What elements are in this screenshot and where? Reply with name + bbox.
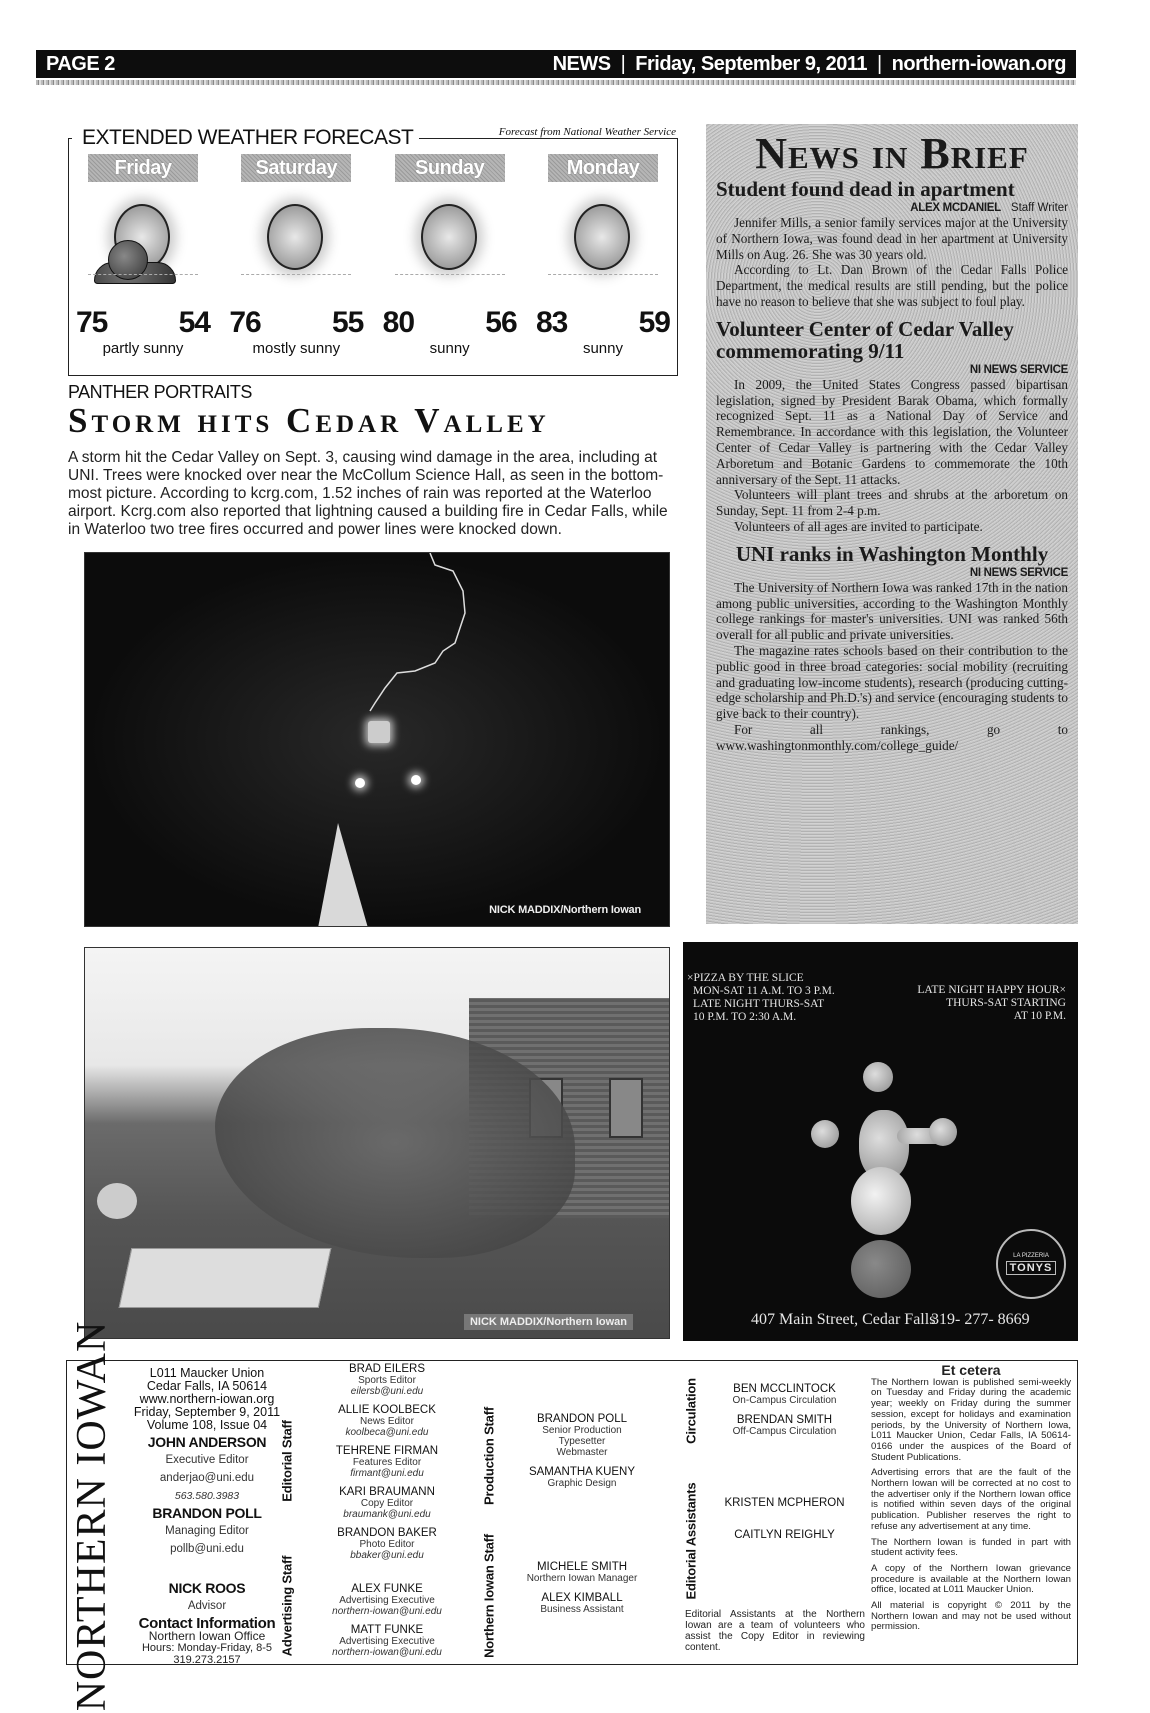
separator: | bbox=[620, 52, 626, 75]
email-link[interactable]: anderjao@uni.edu bbox=[159, 1472, 255, 1484]
label-circulation: Circulation bbox=[683, 1378, 699, 1444]
weather-days bbox=[76, 154, 670, 357]
day-label: Friday bbox=[88, 154, 198, 182]
editorial-assistants-note: Editorial Assistants at the Northern Iowan are a team of volunteers who assist the Copy Editor in reviewing content. bbox=[685, 1609, 865, 1653]
high-temp: 76 bbox=[229, 306, 261, 339]
story-headline: Volunteer Center of Cedar Valley commemorating 9/11 bbox=[716, 316, 1014, 363]
weather-title: EXTENDED WEATHER FORECAST bbox=[72, 126, 419, 150]
story-paragraph: Volunteers of all ages are invited to participate. bbox=[734, 518, 983, 534]
staff-entry: ALLIE KOOLBECK News Editor koolbeca@uni.edu bbox=[338, 1404, 436, 1438]
weather-day-sunday bbox=[383, 154, 517, 357]
staff-entry: ALEX FUNKE Advertising Executive northern-iowan@uni.edu bbox=[332, 1583, 442, 1617]
lamp-light bbox=[355, 778, 365, 788]
editorial-staff-list bbox=[307, 1363, 467, 1658]
condition: sunny bbox=[429, 340, 470, 357]
partly-sunny-icon bbox=[88, 190, 198, 300]
email-link[interactable]: pollb@uni.edu bbox=[170, 1543, 244, 1555]
nib-title: News in Brief bbox=[755, 129, 1029, 178]
fallen-tree-photo bbox=[84, 947, 670, 1339]
story-paragraph: Jennifer Mills, a senior family services major at the University of Northern Iowa, was found dead in her apartment at University Mills on Aug. 26. She was 30 years old. bbox=[716, 215, 1068, 262]
story-headline: Student found dead in apartment bbox=[716, 177, 1015, 201]
condition: partly sunny bbox=[102, 340, 184, 357]
circulation-list bbox=[707, 1383, 862, 1541]
weather-day-saturday bbox=[229, 154, 363, 357]
storm-article bbox=[68, 382, 678, 539]
ad-hours-right: LATE NIGHT HAPPY HOUR× THURS-SAT STARTING AT 10 P.M. bbox=[917, 984, 1066, 1022]
low-temp: 54 bbox=[178, 306, 210, 339]
header-meta bbox=[553, 53, 1066, 76]
separator: | bbox=[876, 52, 882, 75]
condition: sunny bbox=[582, 340, 623, 357]
story-paragraph: The University of Northern Iowa was ranked 17th in the nation among public universities, according to the Washington Monthly college rankings for master's universities. UNI was ranked 56th overall for all public and private universities. bbox=[716, 579, 1068, 643]
condition: mostly sunny bbox=[252, 340, 341, 357]
section-name: NEWS bbox=[552, 52, 611, 75]
story-paragraph: Volunteers will plant trees and shrubs at the arboretum on Sunday, Sept. 11 from 2-4 p.m. bbox=[716, 487, 1068, 519]
ad-hours-left: ×PIZZA BY THE SLICE MON-SAT 11 A.M. TO 3 P.M. LATE NIGHT THURS-SAT 10 P.M. TO 2:30 A.M. bbox=[687, 972, 835, 1023]
staff-entry: BRANDON POLL Senior Production Typesetter Webmaster bbox=[536, 1413, 628, 1458]
weather-forecast bbox=[68, 126, 678, 376]
staff-entry: BRAD EILERS Sports Editor eilersb@uni.edu bbox=[348, 1363, 426, 1397]
byline: ALEX MCDANIEL Staff Writer bbox=[910, 202, 1068, 214]
label-advertising-staff: Advertising Staff bbox=[279, 1555, 295, 1657]
staff-entry: MATT FUNKE Advertising Executive northern-iowan@uni.edu bbox=[332, 1624, 442, 1658]
story-paragraph: According to Lt. Dan Brown of the Cedar Falls Police Department, the medical results are still pending, but the police have no reason to believe that she was subject to foul play. bbox=[716, 262, 1068, 309]
masthead-title: NORTHERN IOWAN bbox=[69, 1320, 115, 1712]
label-production-staff: Production Staff bbox=[481, 1407, 497, 1505]
staff-entry: KARI BRAUMANN Copy Editor braumank@uni.edu bbox=[339, 1486, 435, 1520]
shrub bbox=[97, 1183, 137, 1219]
page-header-bar bbox=[36, 50, 1076, 78]
photo-credit: NICK MADDIX/Northern Iowan bbox=[464, 1314, 633, 1330]
story-paragraph: In 2009, the United States Congress passed bipartisan legislation, signed by President Barak Obama, which formally recognized Sept. 11 as a National Day of Service and Remembrance. In accordance with this legislation, the Volunteer Center of Cedar Valley is partnering with the Cedar Valley Arboretum and Botanic Gardens to commemorate the 10th anniversary of the Sept. 11 attacks. bbox=[716, 376, 1068, 487]
walkway bbox=[318, 823, 368, 927]
article-kicker: PANTHER PORTRAITS bbox=[68, 382, 252, 402]
label-editorial-staff: Editorial Staff bbox=[279, 1420, 295, 1502]
staff-entry: MICHELE SMITH Northern Iowan Manager bbox=[526, 1561, 638, 1584]
ad-phone: 319- 277- 8669 bbox=[931, 1311, 1030, 1328]
issue-date: Friday, September 9, 2011 bbox=[635, 52, 867, 75]
story-paragraph: The magazine rates schools based on their contribution to the public good in three broad categories: social mobility (recruiting and graduating low-income students), research (producing cutting-edge scholarship and Ph.D.'s) and service (encouraging students to give back to their country). bbox=[716, 642, 1068, 722]
et-cetera: Et cetera The Northern Iowan is published semi-weekly on Tuesday and Friday during the academic year; weekly on Friday during the summer session, except for holidays and examination periods, by the University of Northern Iowa, L011 Maucker Union, Cedar Falls, IA 50614-0166 under the auspices of the Board of Student Publications. Advertising errors that are the fault of the Northern Iowan will be corrected at no cost to the advertiser only if the Northern Iowan office is notified within seven days of the original publication. Publisher reserves the right to refuse any advertisement at any time. The Northern Iowan is funded in part with student activity fees. A copy of the Northern Iowan grievance procedure is available at the Northern Iowan office, located at L011 Maucker Union. All material is copyright © 2011 by the Northern Iowan and may not be used without permission. bbox=[871, 1362, 1071, 1633]
story-headline: UNI ranks in Washington Monthly bbox=[735, 541, 1049, 566]
page-number: PAGE 2 bbox=[46, 52, 115, 75]
lightning-photo bbox=[84, 552, 670, 927]
low-temp: 55 bbox=[331, 306, 364, 339]
stone-slab bbox=[119, 1248, 332, 1308]
site-url[interactable]: www.northern-iowan.org bbox=[139, 1392, 275, 1406]
staff-entry: BRENDAN SMITH Off-Campus Circulation bbox=[732, 1414, 837, 1437]
story-paragraph: For all rankings, go to www.washingtonmonthly.com/college_guide/ bbox=[716, 721, 1068, 753]
low-temp: 59 bbox=[638, 306, 670, 339]
article-body: A storm hit the Cedar Valley on Sept. 3, causing wind damage in the area, including at UNI. Trees were knocked over near the McCollum Science Hall, as seen in the bottom-most picture. According to kcrg.com, 1.52 inches of rain was reported at the Waterloo airport. Kcrg.com also reported that lightning caused a building fire in Cedar Falls, while in Waterloo two tree fires occurred and power lines were knocked down. bbox=[68, 449, 668, 538]
high-temp: 75 bbox=[76, 306, 108, 339]
byline: NI NEWS SERVICE bbox=[969, 566, 1068, 579]
low-temp: 56 bbox=[485, 306, 517, 339]
building-light bbox=[368, 721, 390, 743]
label-northern-iowan-staff: Northern Iowan Staff bbox=[481, 1534, 497, 1658]
weather-source: Forecast from National Weather Service bbox=[495, 126, 676, 138]
staff-entry: SAMANTHA KUENY Graphic Design bbox=[528, 1466, 636, 1489]
ad-address: 407 Main Street, Cedar Falls bbox=[751, 1311, 936, 1328]
staff-entry: ALEX KIMBALL Business Assistant bbox=[540, 1592, 624, 1615]
header-rule bbox=[36, 80, 1076, 85]
day-label: Saturday bbox=[241, 154, 351, 182]
weather-day-friday bbox=[76, 154, 210, 357]
label-editorial-assistants: Editorial Assistants bbox=[683, 1482, 699, 1600]
news-in-brief bbox=[706, 124, 1078, 924]
day-label: Sunday bbox=[395, 154, 505, 182]
staff-entry: BRANDON BAKER Photo Editor bbaker@uni.edu bbox=[337, 1527, 437, 1561]
staff-entry: BEN MCCLINTOCK On-Campus Circulation bbox=[732, 1383, 837, 1406]
production-staff-list bbox=[507, 1413, 657, 1615]
tonys-pizzeria-ad[interactable] bbox=[683, 942, 1078, 1341]
staff-entry: TEHRENE FIRMAN Features Editor firmant@uni.edu bbox=[335, 1445, 439, 1479]
masthead-info: L011 Maucker Union Cedar Falls, IA 50614 www.northern-iowan.org Friday, September 9, 2011 Volume 108, Issue 04 JOHN ANDERSON Executive Editor anderjao@uni.edu 563.580.3983 BRANDON POLL Managing Editor pollb@uni.edu NICK ROOS Advisor Contact Information Northern Iowan Office Hours: Monday-Friday, 8-5 319.273.2157 bbox=[117, 1367, 297, 1666]
et-cetera-heading: Et cetera bbox=[941, 1362, 1001, 1378]
photo-credit: NICK MADDIX/Northern Iowan bbox=[489, 904, 641, 916]
day-label: Monday bbox=[548, 154, 658, 182]
high-temp: 80 bbox=[382, 306, 415, 339]
high-temp: 83 bbox=[535, 306, 568, 339]
staff-entry: KRISTEN MCPHERON bbox=[724, 1497, 845, 1509]
staff-entry: CAITLYN REIGHLY bbox=[734, 1529, 835, 1541]
byline: NI NEWS SERVICE bbox=[969, 363, 1068, 376]
lamp-light bbox=[411, 775, 421, 785]
weather-day-monday bbox=[536, 154, 670, 357]
sun-icon bbox=[395, 190, 505, 300]
sun-icon bbox=[548, 190, 658, 300]
tonys-logo: LA PIZZERIA TONYS bbox=[996, 1229, 1066, 1299]
article-headline: Storm hits Cedar Valley bbox=[68, 401, 550, 440]
site-url[interactable]: northern-iowan.org bbox=[891, 52, 1066, 75]
sun-icon bbox=[241, 190, 351, 300]
